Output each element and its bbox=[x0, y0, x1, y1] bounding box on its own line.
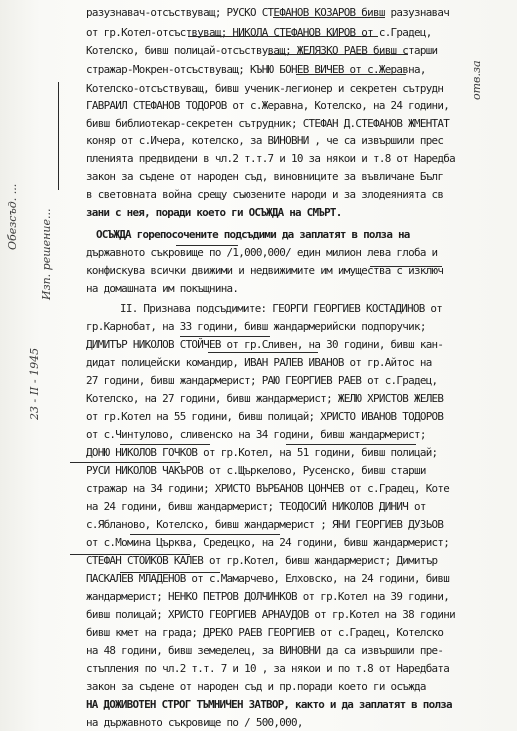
text-line-24: от с.Чинтулово, сливенско на 34 години, бивш жандармерист; bbox=[86, 428, 426, 441]
text-line-7: бивш библиотекар-секретен сътрудник; СТЕФАН Д.СТЕФАНОВ ЖМЕНТАТ bbox=[86, 117, 450, 130]
text-line-1: разузнавач-отсъствуващ; РУСКО СТЕФАНОВ КОЗАРОВ бивш разузнавач bbox=[86, 6, 450, 19]
handwritten-underline bbox=[208, 352, 318, 353]
margin-handwritten-date: 23 - II - 1945 bbox=[28, 347, 41, 420]
handwritten-underline bbox=[70, 462, 180, 463]
handwritten-underline bbox=[268, 54, 408, 55]
text-line-11: в световната война срещу съюзените народи и за злодеянията св bbox=[86, 188, 444, 201]
text-line-26: РУСИ НИКОЛОВ ЧАКЪРОВ от с.Щъркелово, Русенско, бивш старши bbox=[86, 464, 426, 477]
text-line-33: жандармерист; НЕНКО ПЕТРОВ ДОЛЧИНКОВ от гр.Котел на 39 години, bbox=[86, 590, 450, 603]
text-line-23: от гр.Котел на 55 години, бивш полицай; ХРИСТО ИВАНОВ ТОДОРОВ bbox=[86, 410, 444, 423]
text-line-39: НА ДОЖИВОТЕН СТРОГ ТЪМНИЧЕН ЗАТВОР, както и да заплатят в полза bbox=[86, 698, 452, 711]
text-line-40: на държавното съкровище по / 500,000, bbox=[86, 716, 303, 729]
handwritten-underline bbox=[296, 74, 406, 75]
text-line-12: зани с нея, поради което ги ОСЪЖДА на СМЪРТ. bbox=[86, 206, 342, 219]
text-line-17: II. Признава подсъдимите: ГЕОРГИ ГЕОРГИЕВ КОСТАДИНОВ от bbox=[120, 302, 443, 315]
text-line-36: на 48 години, бивш земеделец, за ВИНОВНИ да са извършили пре- bbox=[86, 644, 444, 657]
text-line-28: на 24 години, бивш жандармерист; ТЕОДОСИЙ НИКОЛОВ ДИНИЧ от bbox=[86, 500, 426, 513]
margin-handwritten-note-left-outer: Обезсъд. ... bbox=[6, 183, 19, 250]
handwritten-underline bbox=[120, 572, 220, 573]
handwritten-underline bbox=[130, 534, 280, 535]
text-line-4: стражар-Мокрен-отсъствуващ; КЪНЮ БОНЕВ ВИЧЕВ от с.Жеравна, bbox=[86, 63, 426, 76]
text-line-15: конфискува всички движими и недвижимите им имущества с изключ bbox=[86, 264, 444, 277]
handwritten-underline bbox=[188, 36, 378, 37]
text-line-29: с.Ябланово, Котелско, бивш жандармерист ; ЯНИ ГЕОРГИЕВ ДУЗЬОВ bbox=[86, 518, 444, 531]
text-line-18: гр.Карнобат, на 33 години, бивш жандармерийски подпоручик; bbox=[86, 320, 426, 333]
text-line-13: ОСЪЖДА горепосочените подсъдими да заплатят в полза на bbox=[96, 228, 410, 241]
text-line-30: от с.Момина Църква, Средецко, на 24 години, бивш жандармерист; bbox=[86, 536, 450, 549]
text-line-20: дидат полицейски командир, ИВАН РАЛЕВ ИВАНОВ от гр.Айтос на bbox=[86, 356, 432, 369]
text-line-3: Котелско, бивш полицай-отсъствуващ; ЖЕЛЯЗКО РАЕВ бивш старши bbox=[86, 44, 438, 57]
text-line-22: Котелско, на 27 години, бивш жандармерист; ЖЕЛЮ ХРИСТОВ ЖЕЛЕВ bbox=[86, 392, 444, 405]
text-line-32: ПАСКАЛЕВ МЛАДЕНОВ от с.Мамарчево, Елховско, на 24 години, бивш bbox=[86, 572, 450, 585]
margin-handwritten-note: отв.за bbox=[470, 60, 483, 100]
text-line-21: 27 години, бивш жандармерист; РАЮ ГЕОРГИЕВ РАЕВ от с.Градец, bbox=[86, 374, 438, 387]
handwritten-underline bbox=[120, 444, 210, 445]
text-line-25: ДОНЮ НИКОЛОВ ГОЧКОВ от гр.Котел, на 51 години, бивш полицай; bbox=[86, 446, 438, 459]
handwritten-underline bbox=[180, 336, 270, 337]
text-line-31: СТЕФАН СТОЙКОВ КАЛЕВ от гр.Котел, бивш жандармерист; Димитър bbox=[86, 554, 438, 567]
text-line-34: бивш полицай; ХРИСТО ГЕОРГИЕВ АРНАУДОВ от гр.Котел на 38 години bbox=[86, 608, 455, 621]
text-line-38: закон за съдене от народен съд и пр.поради което ги осъжда bbox=[86, 680, 426, 693]
margin-bracket bbox=[58, 82, 59, 190]
text-line-2: от гр.Котел-отсъствуващ; НИКОЛА СТЕФАНОВ КИРОВ от с.Градец, bbox=[86, 26, 432, 39]
text-line-35: бивш кмет на града; ДРЕКО РАЕВ ГЕОРГИЕВ от с.Градец, Котелско bbox=[86, 626, 444, 639]
handwritten-underline bbox=[273, 17, 385, 18]
text-line-5: Котелско-отсъствуващ, бивш ученик-легионер и секретен сътрудн bbox=[86, 82, 444, 95]
text-line-27: стражар на 34 години; ХРИСТО ВЪРБАНОВ ЦОНЧЕВ от с.Градец, Коте bbox=[86, 482, 450, 495]
text-line-37: стъпления по чл.2 т.т. 7 и 10 , за някои и по т.8 от Наредбата bbox=[86, 662, 450, 675]
text-line-19: ДИМИТЪР НИКОЛОВ СТОЙЧЕВ от гр.Сливен, на 30 години, бивш кан- bbox=[86, 338, 444, 351]
handwritten-underline bbox=[70, 554, 190, 555]
margin-handwritten-note-left: Изп. решение... bbox=[40, 208, 53, 300]
text-line-14: държавното съкровище по /1,000,000/ един милион лева глоба и bbox=[86, 246, 438, 259]
handwritten-underline bbox=[286, 444, 416, 445]
text-line-9: пленията предвидени в чл.2 т.т.7 и 10 за някои и т.8 от Наредба bbox=[86, 152, 455, 165]
text-line-6: ГАВРАИЛ СТЕФАНОВ ТОДОРОВ от с.Жеравна, Котелско, на 24 години, bbox=[86, 99, 450, 112]
text-line-10: закон за съдене от народен съд, виновниците за въвличане Бълг bbox=[86, 170, 444, 183]
handwritten-underline bbox=[176, 245, 238, 246]
text-line-16: на домашната им покъщнина. bbox=[86, 282, 239, 295]
handwritten-underline bbox=[370, 266, 442, 267]
text-line-8: коняр от с.Ичера, котелско, за ВИНОВНИ , че са извършили прес bbox=[86, 134, 444, 147]
